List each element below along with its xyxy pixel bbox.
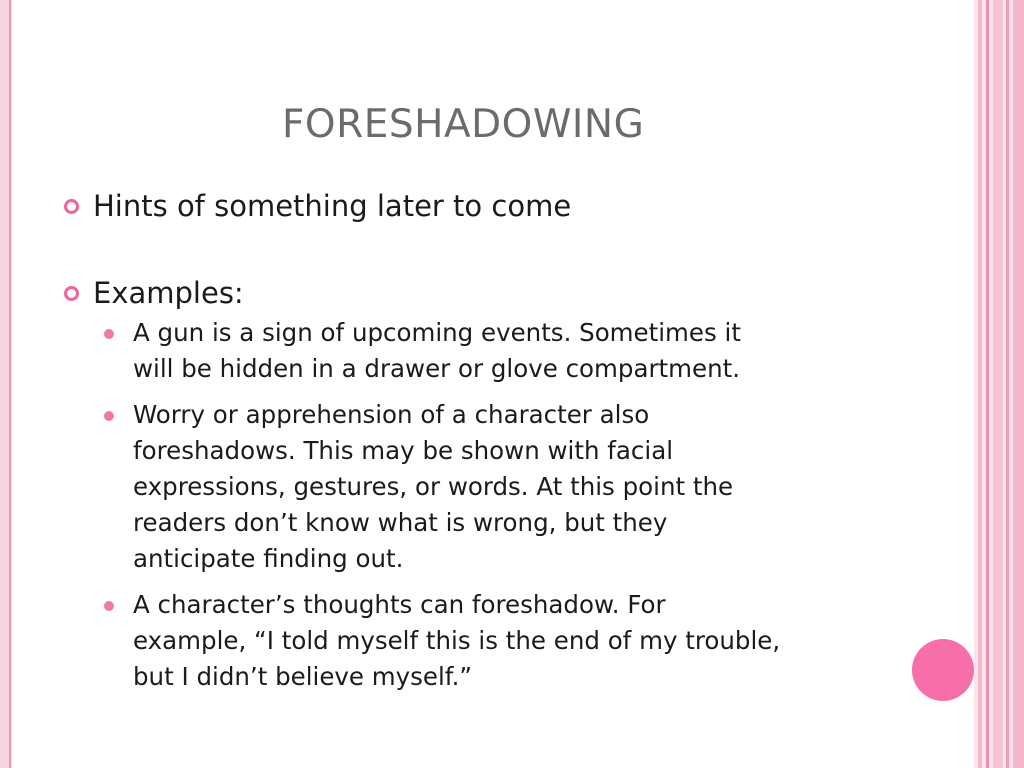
bullet-examples <box>62 273 912 313</box>
ring-bullet-icon <box>64 199 79 214</box>
dot-bullet-icon <box>104 601 114 611</box>
right-stripe <box>1013 0 1024 768</box>
sub-bullet-thoughts <box>100 587 903 695</box>
bullet-text: Examples: <box>93 276 244 310</box>
sub-bullet-gun <box>100 315 903 387</box>
examples-sub-list <box>100 315 912 695</box>
right-stripe <box>986 0 989 768</box>
sub-bullet-line: anticipate finding out. <box>133 544 404 573</box>
sub-bullet-line: foreshadows. This may be shown with facial <box>133 436 674 465</box>
sub-bullet-line: Worry or apprehension of a character also <box>133 400 650 429</box>
sub-bullet-line: will be hidden in a drawer or glove compartment. <box>133 354 741 383</box>
slide-body <box>62 186 912 705</box>
bullet-text: Hints of something later to come <box>93 189 572 223</box>
dot-bullet-icon <box>104 411 114 421</box>
right-stripe <box>978 0 982 768</box>
sub-bullet-line: example, “I told myself this is the end of my trouble, <box>133 626 781 655</box>
sub-bullet-worry <box>100 397 903 577</box>
sub-bullet-line: A gun is a sign of upcoming events. Sometimes it <box>133 318 741 347</box>
ring-bullet-icon <box>64 286 79 301</box>
right-stripe <box>1006 0 1009 768</box>
sub-bullet-line: but I didn’t believe myself.” <box>133 662 473 691</box>
right-stripe <box>993 0 1003 768</box>
decorative-circle <box>912 639 974 701</box>
sub-bullet-line: readers don’t know what is wrong, but they <box>133 508 668 537</box>
dot-bullet-icon <box>104 329 114 339</box>
sub-bullet-line: expressions, gestures, or words. At this point the <box>133 472 734 501</box>
left-border-line <box>9 0 11 768</box>
slide-title: FORESHADOWING <box>282 102 645 147</box>
bullet-hints <box>62 186 912 226</box>
sub-bullet-line: A character’s thoughts can foreshadow. For <box>133 590 666 619</box>
